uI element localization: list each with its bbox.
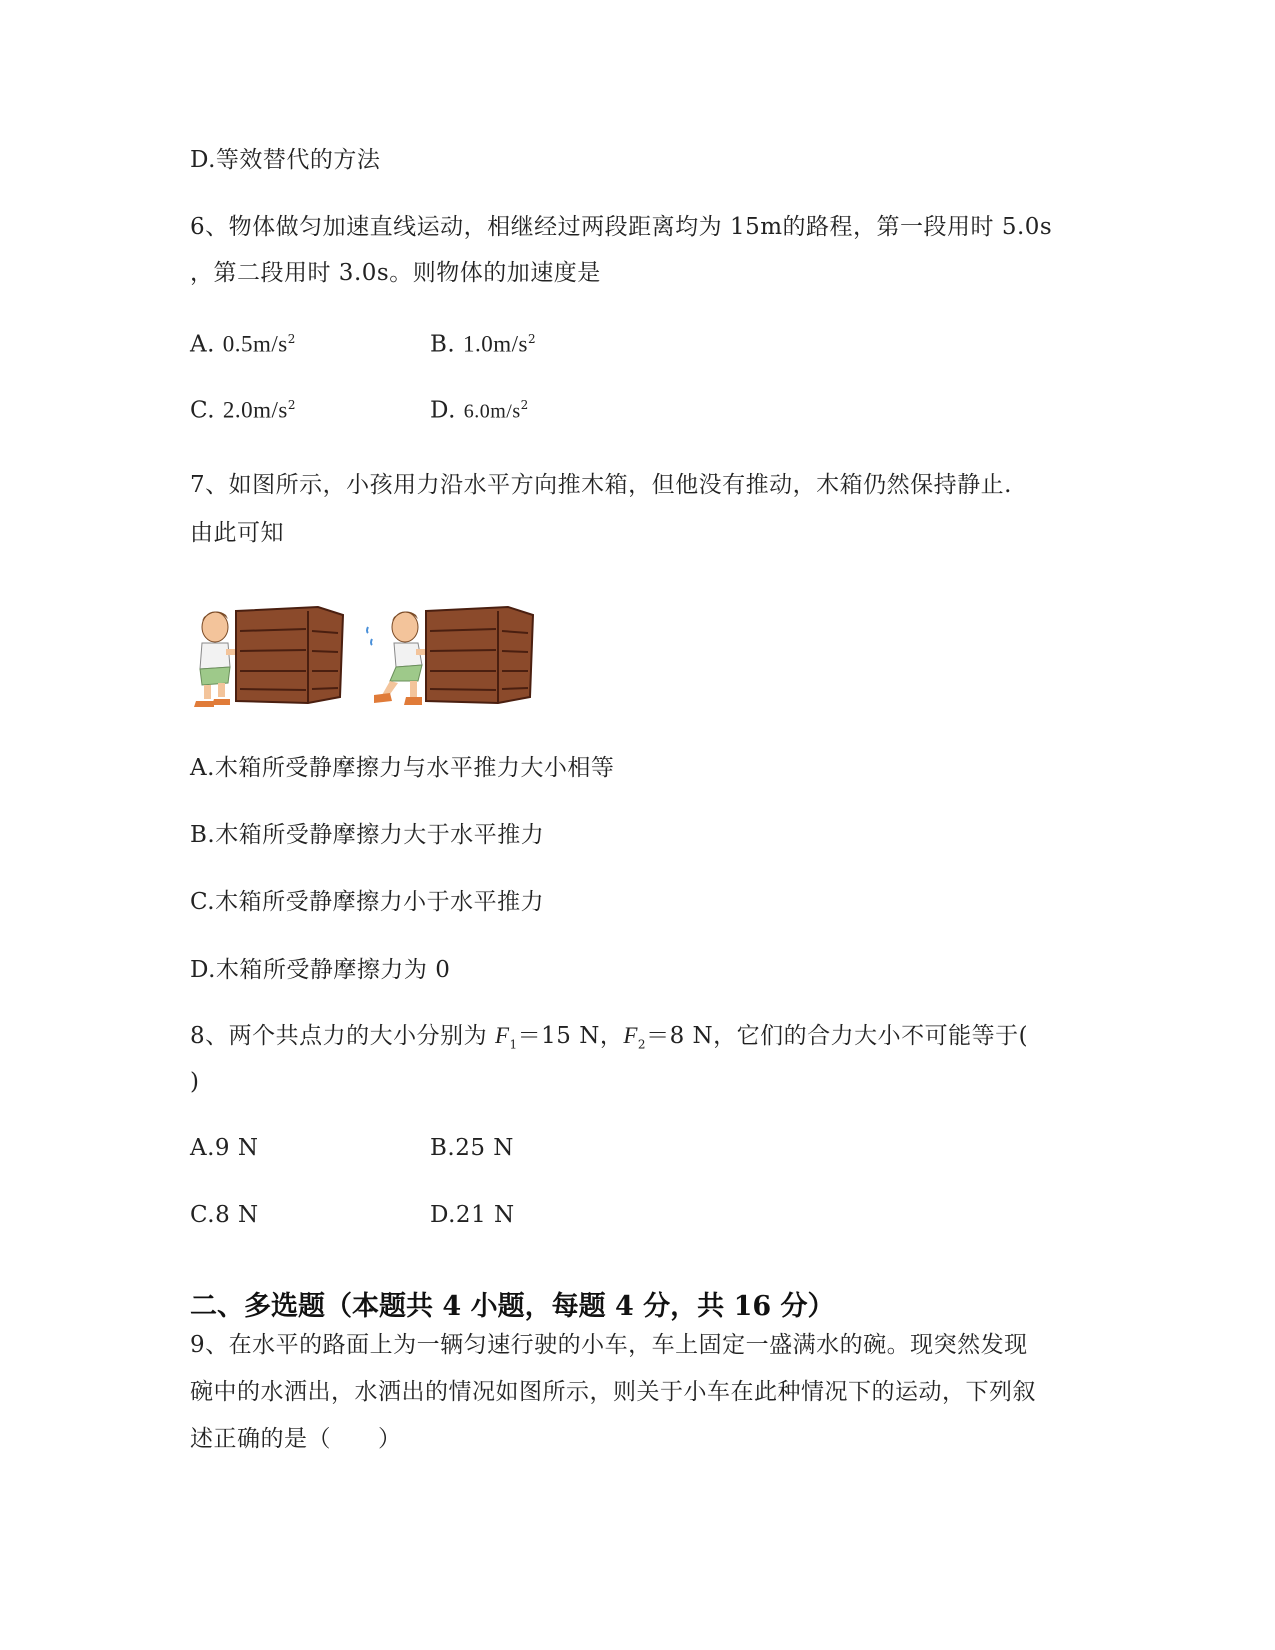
q8-f1-value: ＝15 N，	[517, 1023, 624, 1049]
q7-option-a: A.木箱所受静摩擦力与水平推力大小相等	[190, 755, 615, 781]
q6-option-b-letter: B.	[430, 331, 456, 358]
q7-option-d: D.木箱所受静摩擦力为 0	[190, 957, 451, 983]
q8-stem-line2: )	[190, 1069, 200, 1095]
q5-option-d: D.等效替代的方法	[190, 147, 381, 173]
q9-stem-line2: 碗中的水洒出，水洒出的情况如图所示，则关于小车在此种情况下的运动，下列叙	[190, 1379, 1036, 1405]
q8-option-d: D.21 N	[430, 1202, 515, 1228]
q6-option-b	[430, 324, 536, 360]
q8-f2-sub: 2	[637, 1037, 647, 1052]
q8-option-a: A.9 N	[190, 1135, 259, 1161]
q6-option-c	[190, 390, 296, 426]
q6-stem-line1: 6、物体做匀加速直线运动，相继经过两段距离均为 15m的路程，第一段用时 5.0s	[190, 214, 1053, 240]
q8-f2-value: ＝8 N，它们的合力大小不可能等于(	[646, 1023, 1029, 1049]
q6-option-c-letter: C.	[190, 397, 216, 424]
q7-stem-line1: 7、如图所示，小孩用力沿水平方向推木箱，但他没有推动，木箱仍然保持静止.	[190, 472, 1012, 498]
q6-option-d-exp: 2	[520, 398, 529, 412]
q6-option-c-value: 2.0m/s	[222, 397, 288, 423]
q6-option-d-letter: D.	[430, 397, 456, 424]
q8-option-b: B.25 N	[430, 1135, 514, 1161]
q8-f1-symbol: F	[494, 1023, 510, 1048]
q6-option-b-value: 1.0m/s	[463, 331, 529, 357]
q8-f1-sub: 1	[509, 1037, 518, 1052]
q6-option-c-exp: 2	[287, 398, 297, 412]
q8-stem-prefix: 8、两个共点力的大小分别为	[190, 1023, 495, 1049]
q8-stem-line1	[190, 1021, 1028, 1060]
q6-option-d	[430, 390, 529, 427]
q6-stem-line2: ，第二段用时 3.0s。则物体的加速度是	[190, 260, 601, 286]
q6-option-d-value: 6.0m/s	[463, 400, 521, 423]
section-heading-multiple-choice: 二、多选题（本题共 4 小题，每题 4 分，共 16 分）	[190, 1291, 835, 1322]
child-figure-left	[194, 611, 236, 707]
q7-stem-line2: 由此可知	[190, 520, 284, 546]
q6-option-a-exp: 2	[287, 332, 296, 346]
crate-right	[426, 607, 533, 703]
crate-left	[236, 607, 343, 703]
child-figure-right	[367, 611, 426, 705]
q8-option-c: C.8 N	[190, 1202, 259, 1228]
q6-option-a-letter: A.	[190, 331, 215, 358]
q6-option-a-value: 0.5m/s	[222, 331, 288, 357]
q9-stem-line1: 9、在水平的路面上为一辆匀速行驶的小车，车上固定一盛满水的碗。现突然发现	[190, 1332, 1028, 1358]
q6-option-b-exp: 2	[528, 332, 537, 346]
q7-option-b: B.木箱所受静摩擦力大于水平推力	[190, 822, 545, 848]
q6-option-a	[190, 324, 296, 360]
q9-stem-line3: 述正确的是（ ）	[190, 1426, 402, 1452]
q8-f2-symbol: F	[623, 1023, 638, 1048]
child-pushing-crate-illustration	[188, 597, 568, 717]
q7-option-c: C.木箱所受静摩擦力小于水平推力	[190, 889, 545, 915]
